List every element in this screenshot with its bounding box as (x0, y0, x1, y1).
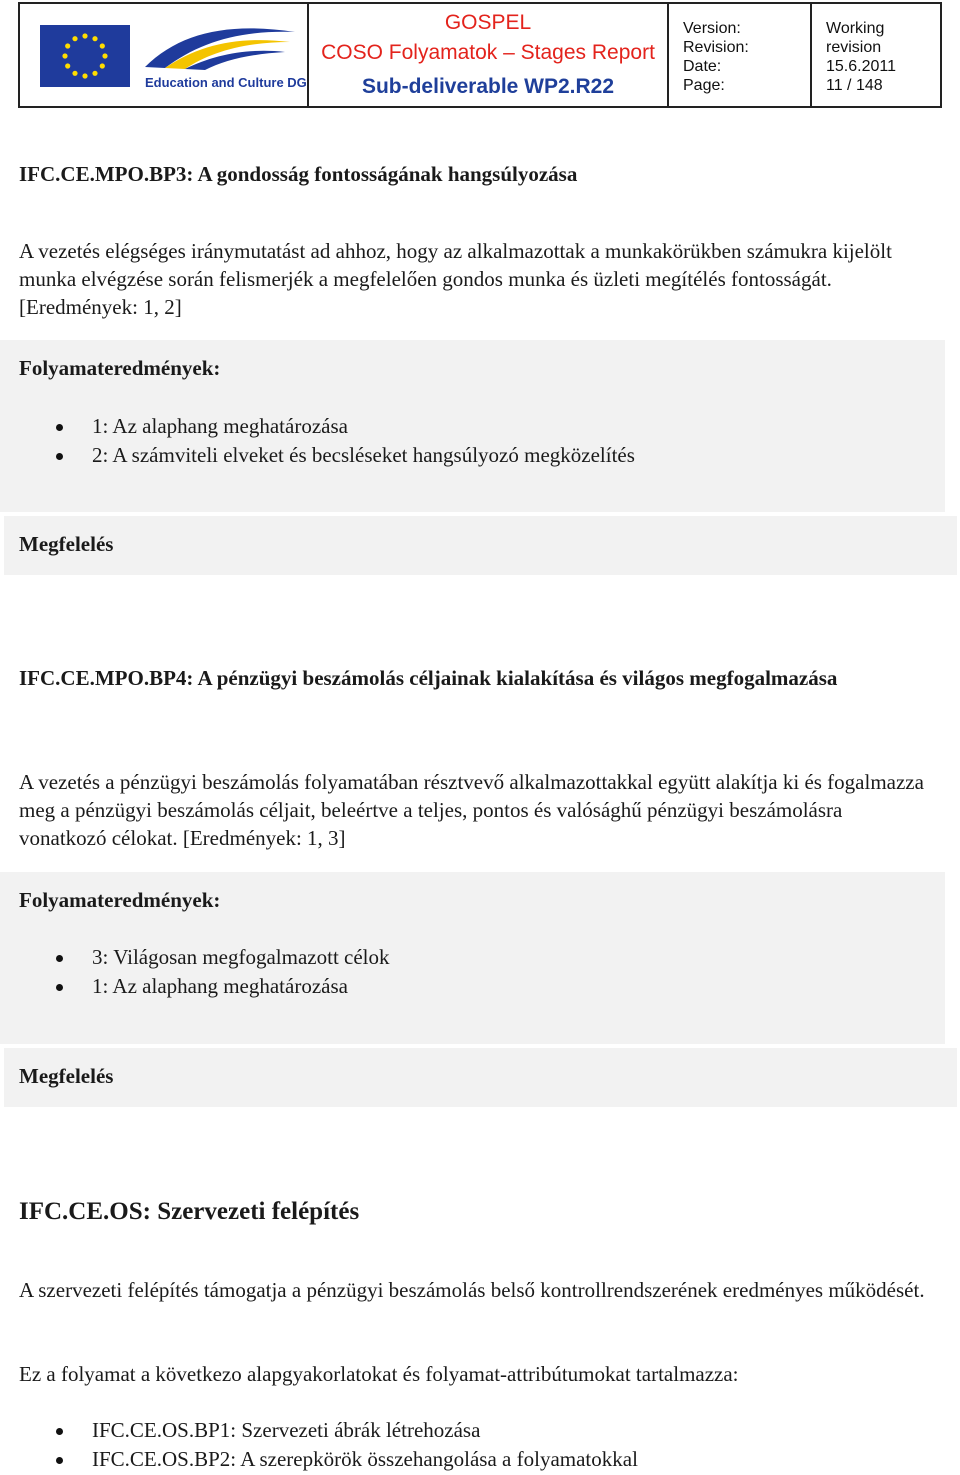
section-body-os: A szervezeti felépítés támogatja a pénzügyi beszámolás belső kontrollrendszerének eredményes működését. (19, 1278, 925, 1302)
date-value: 15.6.2011 (826, 58, 896, 75)
outcomes-title-bp3: Folyamateredmények: (19, 356, 221, 380)
compliance-title-bp3: Megfelelés (19, 532, 114, 556)
version-value: Working (826, 20, 885, 37)
section-body-bp3: A vezetés elégséges iránymutatást ad ahhoz, hogy az alkalmazottak a munkakörükben számukra kijelölt munka elvégzése során felismerjék a megfelelően gondos munka és üzleti megítélés fontosságát. [Eredmények: 1, 2] (19, 239, 892, 319)
education-culture-logo (140, 22, 300, 74)
eu-flag-logo (40, 25, 130, 87)
compliance-box-bp3 (4, 516, 957, 575)
list-item: 1: Az alaphang meghatározása (19, 972, 390, 1001)
section-heading-bp4: IFC.CE.MPO.BP4: A pénzügyi beszámolás céljainak kialakítása és világos megfogalmazása (19, 666, 838, 690)
logo-caption: Education and Culture DG (145, 75, 307, 90)
meta-labels (669, 4, 812, 106)
section-heading-os: IFC.CE.OS: Szervezeti felépítés (19, 1198, 360, 1225)
logo-area (20, 4, 309, 106)
deliverable-id: Sub-deliverable WP2.R22 (361, 75, 615, 98)
list-item: IFC.CE.OS.BP2: A szerepkörök összehangolása a folyamatokkal (19, 1445, 638, 1474)
meta-values (812, 4, 940, 106)
section-intro-os: Ez a folyamat a következo alapgyakorlatokat és folyamat-attribútumokat tartalmazza: (19, 1362, 739, 1386)
doc-title-block (309, 4, 669, 106)
compliance-title-bp4: Megfelelés (19, 1064, 114, 1088)
revision-value: revision (826, 39, 882, 56)
date-label: Date: (683, 58, 722, 75)
report-title: COSO Folyamatok – Stages Report (321, 41, 655, 64)
list-item: 1: Az alaphang meghatározása (19, 412, 635, 441)
outcomes-list-bp3 (19, 412, 635, 470)
section-heading-bp3: IFC.CE.MPO.BP3: A gondosság fontosságának hangsúlyozása (19, 162, 578, 186)
list-item: 3: Világosan megfogalmazott célok (19, 943, 390, 972)
project-name: GOSPEL (444, 11, 532, 34)
outcomes-list-bp4 (19, 943, 390, 1001)
list-item: 2: A számviteli elveket és becsléseket hangsúlyozó megközelítés (19, 441, 635, 470)
page-header (18, 2, 942, 108)
page-label: Page: (683, 77, 725, 94)
revision-label: Revision: (683, 39, 749, 56)
compliance-box-bp4 (4, 1048, 957, 1107)
page-value: 11 / 148 (826, 77, 883, 94)
outcomes-title-bp4: Folyamateredmények: (19, 888, 221, 912)
practices-list-os (19, 1416, 638, 1474)
version-label: Version: (683, 20, 741, 37)
list-item: IFC.CE.OS.BP1: Szervezeti ábrák létrehozása (19, 1416, 638, 1445)
section-body-bp4: A vezetés a pénzügyi beszámolás folyamatában résztvevő alkalmazottakkal együtt alakítja ki és fogalmazza meg a pénzügyi beszámolás céljait, beleértve a teljes, pontos és valósághű pénzügyi beszámolásra vonatkozó célokat. [Eredmények: 1, 3] (19, 770, 924, 850)
